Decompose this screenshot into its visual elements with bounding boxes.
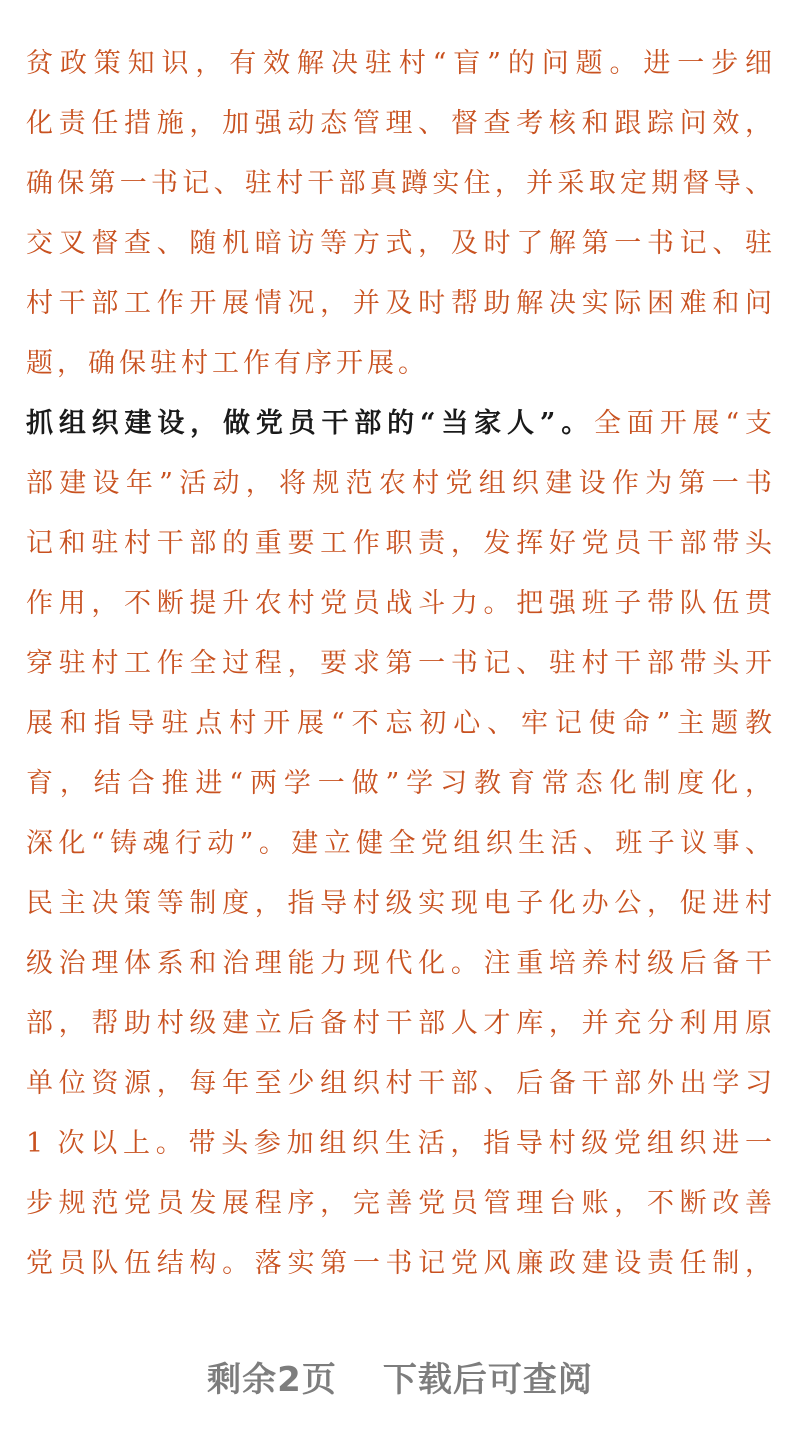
section-heading: 抓组织建设，做党员干部的“当家人”。	[26, 408, 595, 439]
text-line: 单位资源，每年至少组织村干部、后备干部外出学习	[26, 1068, 772, 1099]
text-line: 级治理体系和治理能力现代化。注重培养村级后备干	[26, 948, 772, 979]
section-first-line	[26, 404, 772, 444]
text-line: 记和驻村干部的重要工作职责，发挥好党员干部带头	[26, 528, 772, 559]
text-line: 党员队伍结构。落实第一书记党风廉政建设责任制，	[26, 1248, 772, 1279]
text-line: 化责任措施，加强动态管理、督查考核和跟踪问效，	[26, 108, 772, 139]
text-line: 民主决策等制度，指导村级实现电子化办公，促进村	[26, 888, 772, 919]
text-line: 作用，不断提升农村党员战斗力。把强班子带队伍贯	[26, 588, 772, 619]
text-line: 贫政策知识，有效解决驻村“盲”的问题。进一步细	[26, 48, 772, 79]
text-line: 确保第一书记、驻村干部真蹲实住，并采取定期督导、	[26, 168, 772, 199]
text-line: 穿驻村工作全过程，要求第一书记、驻村干部带头开	[26, 648, 772, 679]
text-line: 部，帮助村级建立后备村干部人才库，并充分利用原	[26, 1008, 772, 1039]
remaining-pages-label: 剩余2页	[207, 1360, 337, 1400]
section-heading-continuation: 全面开展“支	[594, 408, 772, 439]
download-to-view-label: 下载后可查阅	[382, 1360, 593, 1400]
download-prompt[interactable]	[0, 1352, 800, 1408]
text-line: 村干部工作开展情况，并及时帮助解决实际困难和问	[26, 288, 772, 319]
text-line: 交叉督查、随机暗访等方式，及时了解第一书记、驻	[26, 228, 772, 259]
text-line: 深化“铸魂行动”。建立健全党组织生活、班子议事、	[26, 828, 772, 859]
text-line: 部建设年”活动，将规范农村党组织建设作为第一书	[26, 468, 772, 499]
text-line: 1 次以上。带头参加组织生活，指导村级党组织进一	[26, 1128, 772, 1159]
text-line: 展和指导驻点村开展“不忘初心、牢记使命”主题教	[26, 708, 772, 739]
text-line: 步规范党员发展程序，完善党员管理台账，不断改善	[26, 1188, 772, 1219]
text-line: 题，确保驻村工作有序开展。	[26, 348, 429, 379]
text-line: 育，结合推进“两学一做”学习教育常态化制度化，	[26, 768, 772, 799]
